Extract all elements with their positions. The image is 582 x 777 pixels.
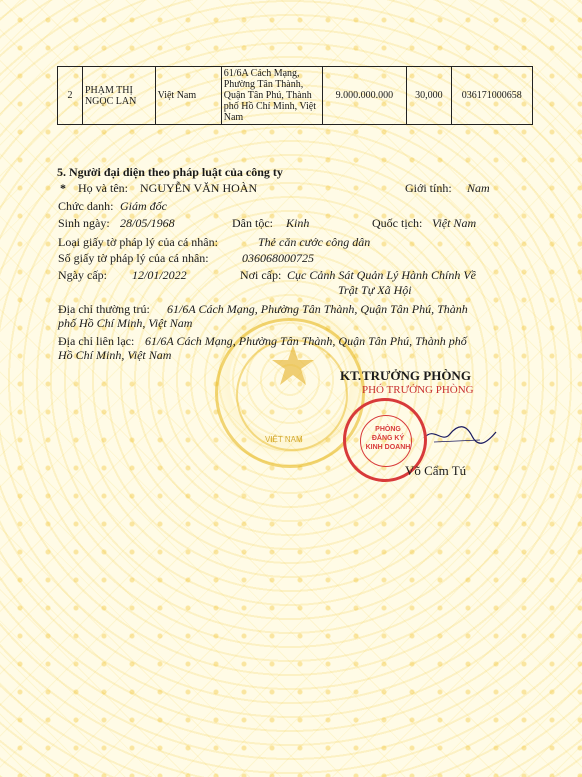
name-value: NGUYỄN VĂN HOÀN — [140, 181, 258, 195]
signature-subtitle: PHÓ TRƯỞNG PHÒNG — [362, 384, 474, 396]
gender-value: Nam — [467, 181, 490, 195]
handwritten-signature — [420, 420, 500, 450]
signature-kt: KT. — [340, 368, 362, 383]
owner-capital: 9.000.000.000 — [322, 67, 407, 125]
gender-label: Giới tính: — [405, 181, 452, 195]
owner-id: 036171000658 — [451, 67, 532, 125]
doctype-value: Thẻ căn cước công dân — [258, 235, 371, 249]
nationality-value: Việt Nam — [432, 216, 477, 230]
ethnic-value: Kinh — [286, 216, 310, 230]
perm-addr-value-line1: 61/6A Cách Mạng, Phường Tân Thành, Quận Tân Phú, Thành — [167, 302, 468, 316]
owner-address: 61/6A Cách Mạng, Phường Tân Thành, Quận Tân Phú, Thành phố Hồ Chí Minh, Việt Nam — [221, 67, 322, 125]
issue-place-value-line2: Trật Tự Xã Hội — [338, 283, 412, 297]
seal-line1: PHÒNG — [375, 426, 401, 433]
contact-addr-value-line1: 61/6A Cách Mạng, Phường Tân Thành, Quận Tân Phú, Thành phố — [145, 334, 467, 348]
docno-label: Số giấy tờ pháp lý của cá nhân: — [58, 251, 209, 265]
bullet-mark: * — [60, 181, 66, 195]
title-label: Chức danh: — [58, 199, 114, 213]
perm-addr-value-line2: phố Hồ Chí Minh, Việt Nam — [58, 316, 193, 330]
owner-no: 2 — [58, 67, 83, 125]
signature-title: TRƯỞNG PHÒNG — [362, 368, 471, 383]
doctype-label: Loại giấy tờ pháp lý của cá nhân: — [58, 235, 218, 249]
ethnic-label: Dân tộc: — [232, 216, 273, 230]
seal-text — [346, 425, 430, 452]
issue-date-label: Ngày cấp: — [58, 268, 107, 282]
issue-date-value: 12/01/2022 — [132, 268, 187, 282]
nationality-label: Quốc tịch: — [372, 216, 423, 230]
issue-place-label: Nơi cấp: — [240, 268, 282, 282]
seal-line3: KINH DOANH — [365, 444, 411, 451]
owner-percent: 30,000 — [407, 67, 451, 125]
owner-name: PHẠM THỊ NGỌC LAN — [82, 67, 155, 125]
signer-name: Võ Cẩm Tú — [405, 463, 467, 478]
table-row — [58, 67, 533, 125]
star-icon — [271, 343, 315, 387]
section-heading: 5. Người đại diện theo pháp luật của công ty — [57, 165, 283, 179]
title-value: Giám đốc — [120, 199, 167, 213]
owner-nationality: Việt Nam — [155, 67, 221, 125]
emblem-caption: VIỆT NAM — [265, 435, 303, 444]
dob-value: 28/05/1968 — [120, 216, 175, 230]
contact-addr-label: Địa chỉ liên lạc: — [58, 334, 135, 348]
perm-addr-label: Địa chỉ thường trú: — [58, 302, 150, 316]
contact-addr-value-line2: Hồ Chí Minh, Việt Nam — [58, 348, 172, 362]
docno-value: 036068000725 — [242, 251, 314, 265]
name-label: Họ và tên: — [78, 181, 128, 195]
issue-place-value-line1: Cục Cảnh Sát Quản Lý Hành Chính Về — [287, 268, 476, 282]
seal-line2: ĐĂNG KÝ — [371, 435, 405, 442]
owners-table — [57, 66, 533, 125]
dob-label: Sinh ngày: — [58, 216, 110, 230]
